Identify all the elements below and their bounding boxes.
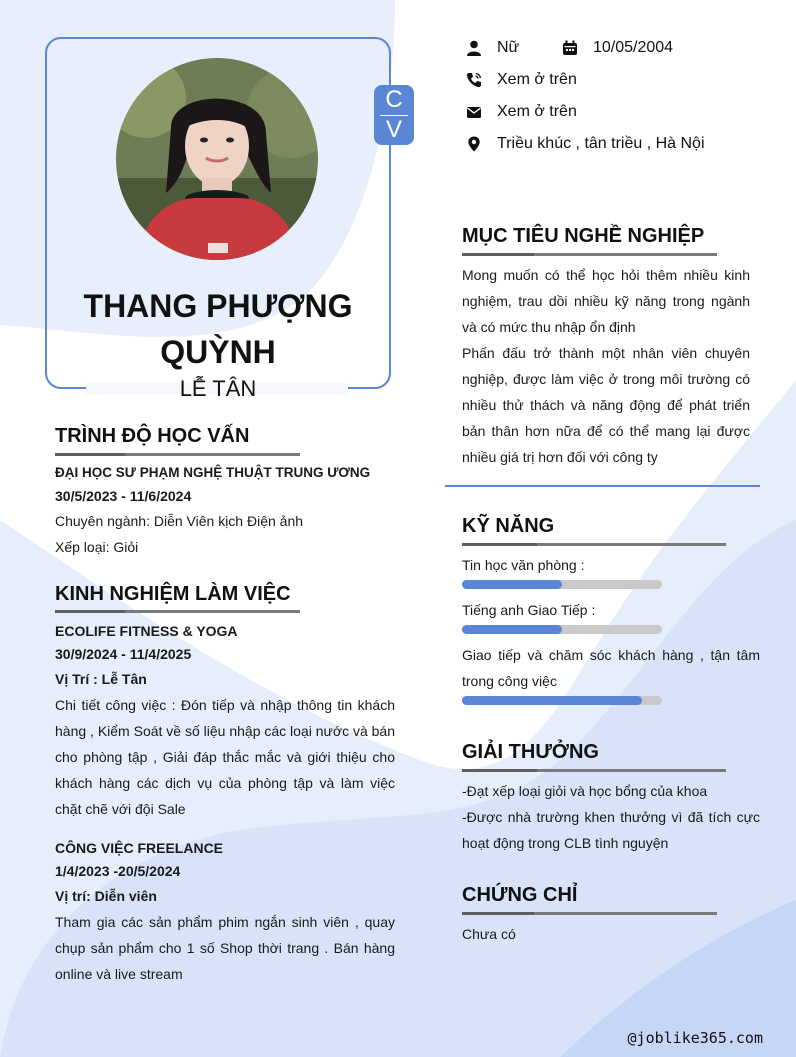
skill-3-bar-fill bbox=[462, 696, 642, 705]
portrait-illustration bbox=[116, 58, 318, 260]
skill-3-label: Giao tiếp và chăm sóc khách hàng , tận tâm trong công việc bbox=[462, 647, 760, 689]
phone-icon bbox=[466, 72, 482, 88]
job-2-company: CÔNG VIỆC FREELANCE bbox=[55, 840, 224, 856]
experience-rule bbox=[55, 610, 300, 613]
objective-title: MỤC TIÊU NGHỀ NGHIỆP bbox=[462, 225, 705, 247]
job-2-position: Vị trí: Diễn viên bbox=[55, 888, 157, 904]
person-icon bbox=[466, 40, 482, 56]
cv-badge-top: C bbox=[385, 86, 403, 113]
watermark: @joblike365.com bbox=[627, 1029, 763, 1047]
skill-1-bar bbox=[462, 580, 662, 589]
contact-birthdate-text: 10/05/2004 bbox=[593, 39, 674, 56]
job-2-dates: 1/4/2023 -20/5/2024 bbox=[55, 863, 181, 879]
award-item-2: -Được nhà trường khen thưởng vì đã tích cực hoạt động trong CLB tình nguyện bbox=[462, 809, 760, 851]
candidate-role: LỄ TÂN bbox=[179, 376, 257, 401]
education-major: Chuyên ngành: Diễn Viên kịch Điện ảnh bbox=[55, 513, 304, 529]
section-divider bbox=[445, 485, 760, 487]
experience-title: KINH NGHIỆM LÀM VIỆC bbox=[55, 583, 291, 605]
skill-3-bar bbox=[462, 696, 662, 705]
profile-photo bbox=[116, 58, 318, 260]
awards-title: GIẢI THƯỞNG bbox=[462, 741, 599, 763]
skill-2-bar-fill bbox=[462, 625, 562, 634]
objective-rule bbox=[462, 253, 717, 256]
job-1-position: Vị Trí : Lễ Tân bbox=[55, 671, 147, 687]
objective-paragraph-1: Mong muốn có thể học hỏi thêm nhiều kinh nghiệm, trau dồi nhiều kỹ năng trong ngành và có mức thu nhập ổn định bbox=[462, 267, 750, 335]
certificates-title: CHỨNG CHỈ bbox=[462, 884, 578, 906]
contact-address bbox=[466, 131, 766, 157]
candidate-name: THANG PHƯỢNG QUỲNH bbox=[83, 288, 353, 370]
certificates-text: Chưa có bbox=[462, 926, 516, 942]
job-2-details: Tham gia các sản phẩm phim ngắn sinh viên , quay chụp sản phẩm cho 1 số Shop thời trang . Bán hàng online và live stream bbox=[55, 914, 395, 982]
skill-2-label: Tiếng anh Giao Tiếp : bbox=[462, 602, 596, 618]
certificates-rule bbox=[462, 912, 717, 915]
cv-badge-bottom: V bbox=[385, 116, 402, 143]
cv-badge bbox=[374, 85, 414, 145]
award-item-1: -Đạt xếp loại giỏi và học bổng của khoa bbox=[462, 783, 708, 799]
objective-paragraph-2: Phấn đấu trở thành một nhân viên chuyên nghiệp, được làm việc ở trong môi trường có nhiều thử thách và năng động để phát triển bản thân hơn nữa để có thể mang lại được nhiều giá trị hơn đối với công ty bbox=[462, 345, 750, 465]
contact-birthdate bbox=[562, 35, 762, 61]
contact-phone-text: Xem ở trên bbox=[497, 71, 577, 88]
awards-rule bbox=[462, 769, 726, 772]
contact-gender-text: Nữ bbox=[497, 39, 520, 56]
contact-email-text: Xem ở trên bbox=[497, 103, 577, 120]
contact-address-text: Triều khúc , tân triều , Hà Nội bbox=[497, 135, 705, 152]
education-dates: 30/5/2023 - 11/6/2024 bbox=[55, 488, 192, 504]
calendar-icon bbox=[562, 40, 578, 56]
email-icon bbox=[466, 104, 482, 120]
skills-rule bbox=[462, 543, 726, 546]
skill-1-label: Tin học văn phòng : bbox=[462, 557, 585, 573]
education-rule bbox=[55, 453, 300, 456]
contact-phone bbox=[466, 67, 766, 93]
education-title: TRÌNH ĐỘ HỌC VẤN bbox=[55, 425, 250, 447]
skill-1-bar-fill bbox=[462, 580, 562, 589]
job-1-details: Chi tiết công việc : Đón tiếp và nhập thông tin khách hàng , Kiểm Soát về số liệu nhập các loại nước và bán cho phòng tập , Giải đáp thắc mắc và giới thiệu cho khách hàng các dịch vụ của phòng tập và làm việc chặt chẽ với đội Sale bbox=[55, 697, 395, 817]
job-1-company: ECOLIFE FITNESS & YOGA bbox=[55, 623, 238, 639]
education-grade: Xếp loại: Giỏi bbox=[55, 539, 139, 555]
job-1-dates: 30/9/2024 - 11/4/2025 bbox=[55, 646, 192, 662]
skills-title: KỸ NĂNG bbox=[462, 515, 555, 537]
skill-2-bar bbox=[462, 625, 662, 634]
location-pin-icon bbox=[466, 136, 482, 152]
contact-email bbox=[466, 99, 766, 125]
education-school: ĐẠI HỌC SƯ PHẠM NGHỆ THUẬT TRUNG ƯƠNG bbox=[55, 465, 371, 480]
